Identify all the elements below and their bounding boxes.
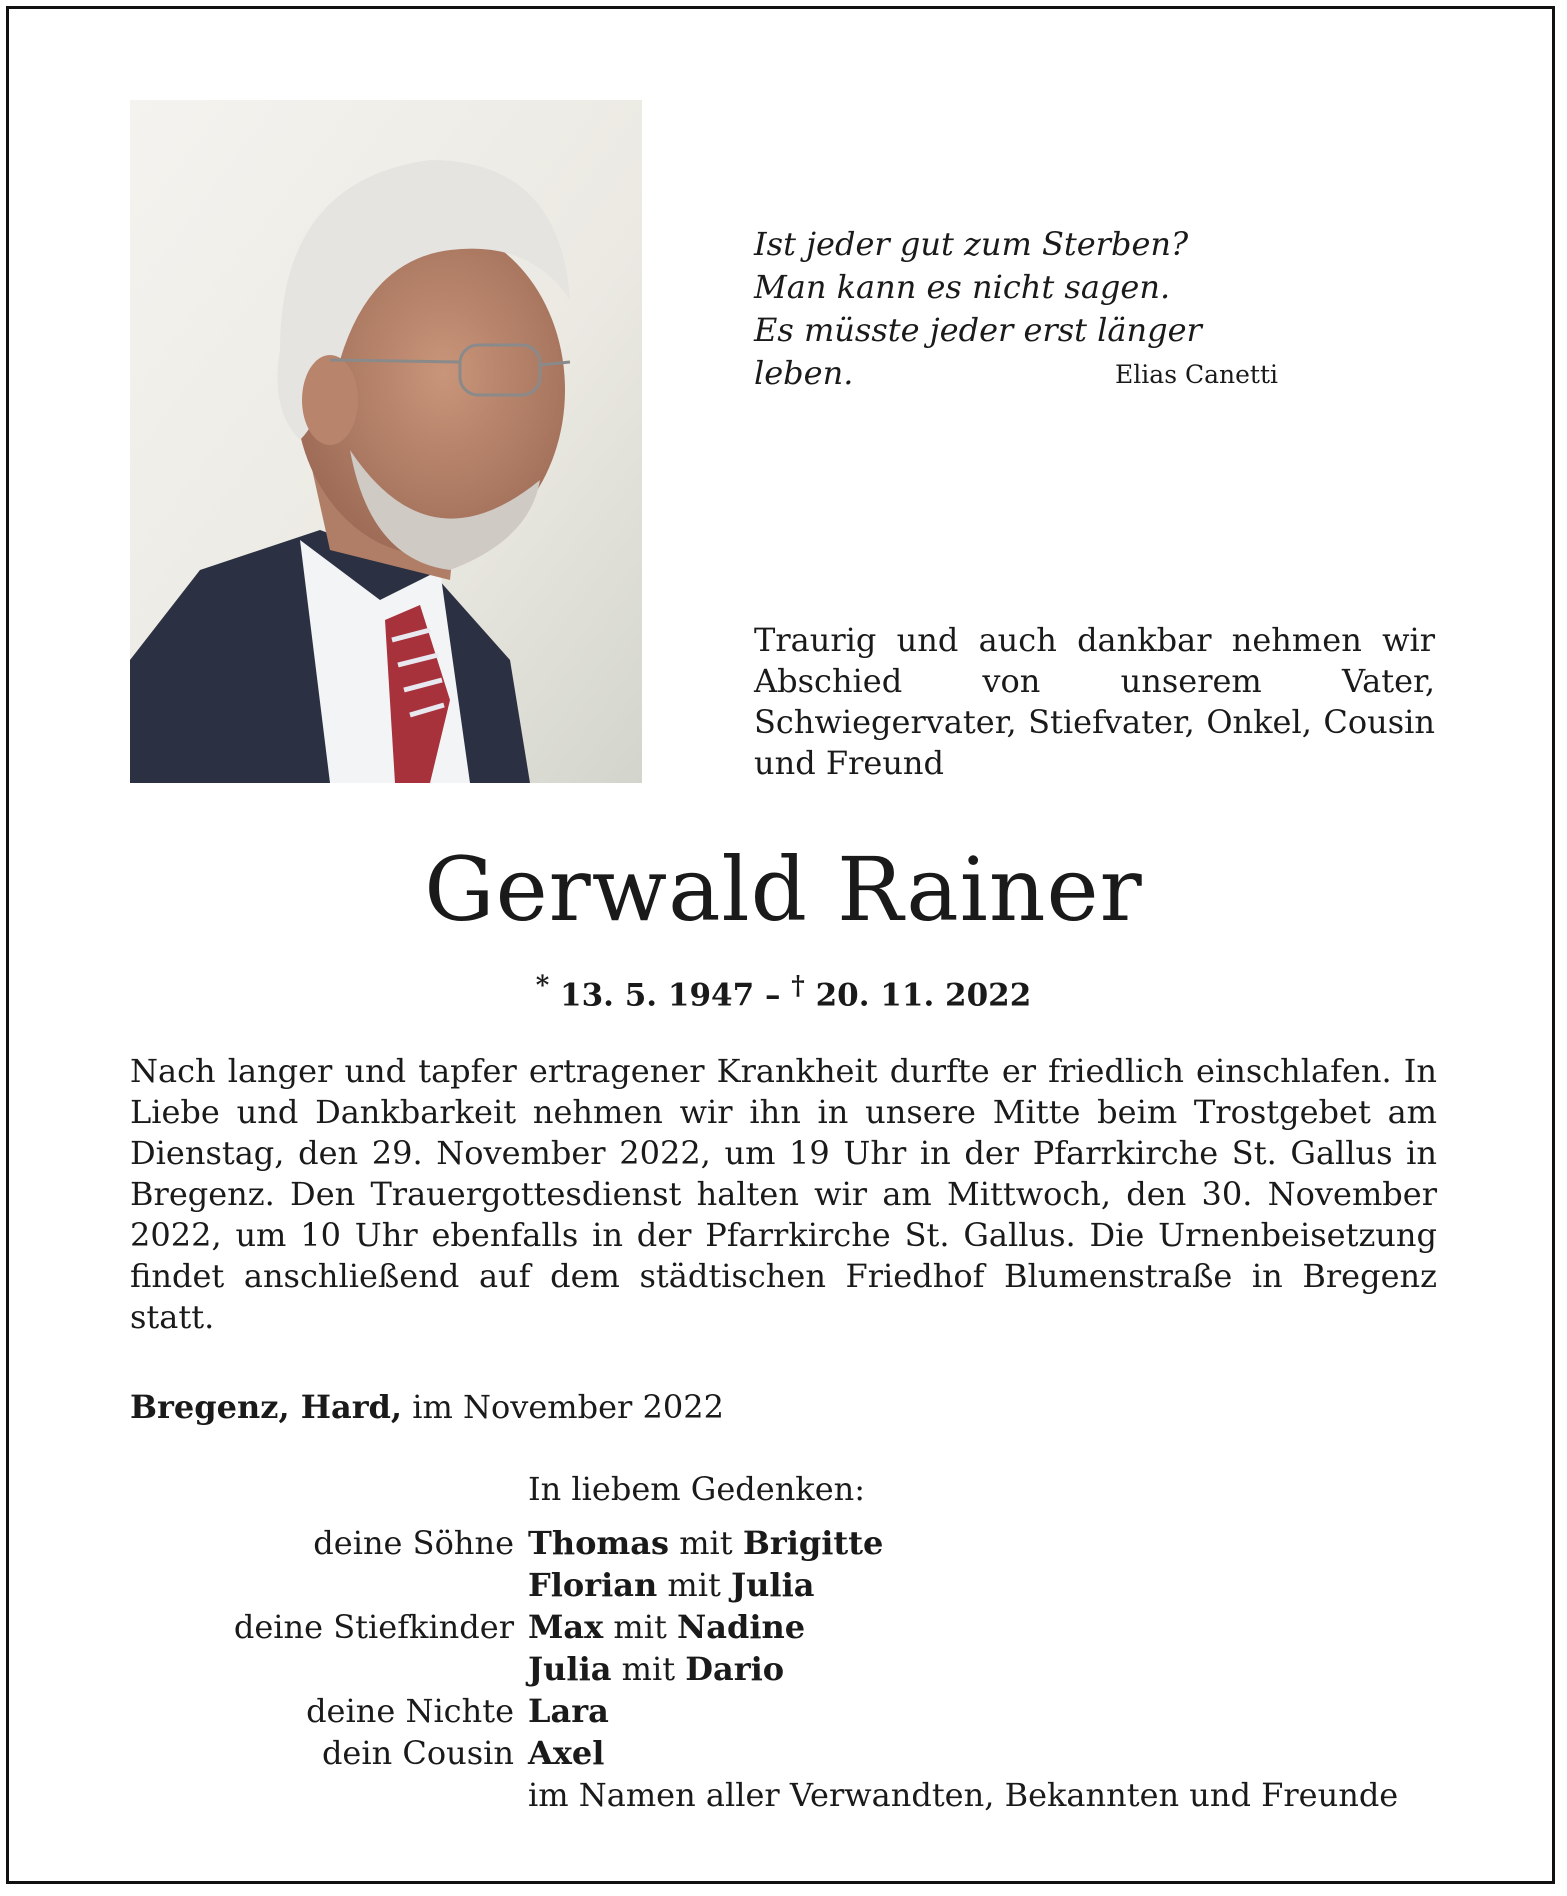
family-row (130, 1732, 1440, 1774)
died-symbol: † (791, 971, 805, 1001)
joiner: mit (621, 1650, 676, 1688)
relation-label (130, 1648, 528, 1690)
relation-label: deine Stiefkinder (233, 1608, 514, 1646)
family-names (528, 1648, 1440, 1690)
closing-line: im Namen aller Verwandten, Bekannten und Freunde (528, 1776, 1399, 1814)
memory-title: In liebem Gedenken: (528, 1470, 866, 1508)
joiner: mit (667, 1566, 721, 1604)
family-name: Julia (731, 1566, 815, 1604)
quote-line: Man kann es nicht sagen. (754, 268, 1171, 306)
family-name: Thomas (528, 1524, 670, 1562)
family-row (130, 1522, 1440, 1564)
locations: Bregenz, Hard, (130, 1388, 403, 1426)
portrait-photo (130, 100, 642, 783)
family-name: Axel (528, 1734, 605, 1772)
birth-date: 13. 5. 1947 (560, 977, 755, 1014)
family-names (528, 1564, 1440, 1606)
family-name: Julia (528, 1650, 612, 1688)
relation-label: deine Söhne (313, 1524, 514, 1562)
life-dates (0, 966, 1567, 1015)
relation-label: dein Cousin (321, 1734, 514, 1772)
intro-text: Traurig und auch dankbar nehmen wir Abschied von unserem Vater, Schwiegervater, Stiefvater, Onkel, Cousin und Freund (754, 621, 1435, 782)
family-name: Florian (528, 1566, 658, 1604)
relation-label (130, 1564, 528, 1606)
family-names (528, 1732, 1440, 1774)
place-date-line (130, 1387, 930, 1427)
family-name: Max (528, 1608, 604, 1646)
family-names (528, 1690, 1440, 1732)
family-row (130, 1606, 1440, 1648)
funeral-details: Nach langer und tapfer ertragener Krankheit durfte er friedlich einschlafen. In Liebe und Dankbarkeit nehmen wir ihn in unsere Mitte beim Trostgebet am Dienstag, den 29. November 2022, um 19 Uhr in der Pfarrkirche St. Gallus in Bregenz. Den Trauergottesdienst halten wir am Mittwoch, den 30. November 2022, um 10 Uhr ebenfalls in der Pfarrkirche St. Gallus. Die Urnenbeisetzung findet anschließend auf dem städtischen Friedhof Blumenstraße in Bregenz statt. (130, 1052, 1437, 1336)
family-name: Nadine (677, 1608, 806, 1646)
death-date: 20. 11. 2022 (815, 977, 1032, 1014)
deceased-name: Gerwald Rainer (424, 838, 1143, 941)
portrait-illustration (130, 100, 642, 783)
family-names (528, 1522, 1440, 1564)
family-name: Brigitte (742, 1524, 884, 1562)
family-list (130, 1522, 1440, 1816)
quote-author: Elias Canetti (1115, 360, 1278, 389)
born-symbol: * (535, 971, 550, 1001)
family-row (130, 1690, 1440, 1732)
quote-line: Ist jeder gut zum Sterben? (754, 225, 1189, 263)
announcement-date: im November 2022 (412, 1388, 724, 1426)
family-names (528, 1606, 1440, 1648)
date-separator: – (754, 977, 792, 1014)
family-row (130, 1774, 1440, 1816)
family-name: Dario (685, 1650, 785, 1688)
relation-label-empty (130, 1774, 528, 1816)
family-row (130, 1648, 1440, 1690)
family-name: Lara (528, 1692, 609, 1730)
joiner: mit (613, 1608, 667, 1646)
relation-label: deine Nichte (306, 1692, 514, 1730)
family-row (130, 1564, 1440, 1606)
joiner: mit (679, 1524, 733, 1562)
quote-line: Es müsste jeder erst länger leben. (754, 311, 1202, 392)
